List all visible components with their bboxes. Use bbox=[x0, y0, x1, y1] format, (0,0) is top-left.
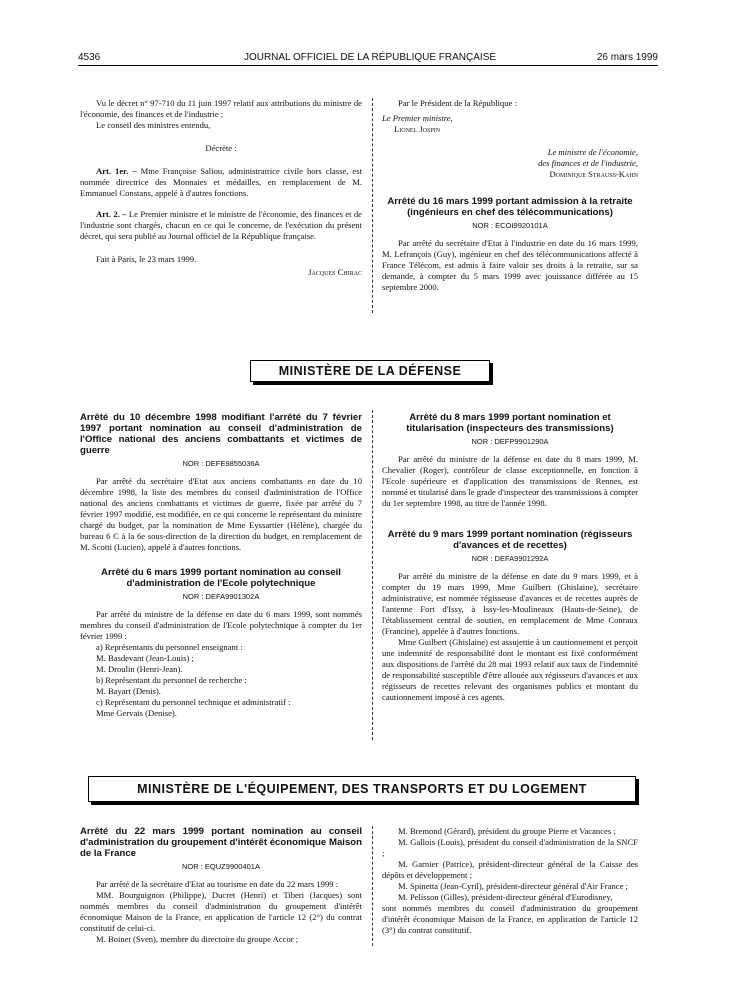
arrete-onac-body: Par arrêté du secrétaire d'Etat aux anciens combattants en date du 10 décembre 1998, la liste des membres du conseil d'administration de l'Office national des anciens combattants et victimes de guerre, fixée par arrêté du 7 février 1997 modifié, est modifiée, en ce qui concerne le représentant du ministre chargé du budget, par la nomination de Mme Eyssartier (Hélène), chargée du bureau 6 C à la 6e sous-direction de la direction du budget, en remplacement de M. Scotti (Lucien), appelé à d'autres fonctions. bbox=[80, 476, 362, 552]
list-item: M. Bremond (Gérard), président du groupe Pierre et Vacances ; bbox=[398, 826, 616, 836]
arrete-transmissions-body: Par arrêté du ministre de la défense en date du 8 mars 1999, M. Chevalier (Roger), contrôleur de classe exceptionnelle, en fonction à l'Ecole supérieure et d'application des transmissions de Rennes, est nommé et titularisé dans le grade d'inspecteur des transmissions à compter du 1er septembre 1998, au titre de l'année 1998. bbox=[382, 454, 638, 508]
signature-column bbox=[382, 98, 638, 293]
list-item: M. Spinetta (Jean-Cyril), président-directeur général d'Air France ; bbox=[398, 881, 628, 891]
arrete-transmissions-nor: NOR : DEFP9901290A bbox=[471, 437, 549, 446]
section-equipement-title: MINISTÈRE DE L'ÉQUIPEMENT, DES TRANSPORTS ET DU LOGEMENT bbox=[88, 776, 636, 802]
arrete-onac-nor: NOR : DEFE9855036A bbox=[182, 459, 260, 468]
list-item: a) Représentants du personnel enseignant : bbox=[96, 642, 243, 652]
list-item: M. Bayart (Denis). bbox=[96, 686, 161, 696]
defense-left-column bbox=[80, 412, 362, 719]
section-defense-title: MINISTÈRE DE LA DÉFENSE bbox=[250, 360, 490, 382]
arrete-regisseurs-body-1: Par arrêté du ministre de la défense en date du 9 mars 1999, et à compter du 19 mars 1999, Mme Guilbert (Ghislaine), secrétaire administrative, est nommée régisseuse d'avances et de recettes auprès de l'antenne Fort d'Issy, à Issy-les-Moulineaux (Hauts-de-Seine), de l'établissement central de soutien, en remplacement de Mme Conraux (Francine), appelée à d'autres fonctions. bbox=[382, 571, 638, 636]
arrete-regisseurs-title: Arrêté du 9 mars 1999 portant nomination (régisseurs d'avances et de recettes) bbox=[387, 529, 633, 551]
equipement-right-column bbox=[382, 826, 638, 936]
arrete-polytechnique-nor: NOR : DEFA9901302A bbox=[182, 592, 260, 601]
conseil-paragraph: Le conseil des ministres entendu, bbox=[96, 120, 211, 130]
arrete-maison-france-body-3: M. Boinet (Sven), membre du directoire du groupe Accor ; bbox=[96, 934, 299, 944]
arrete-transmissions-title: Arrêté du 8 mars 1999 portant nomination et titularisation (inspecteurs des transmissions) bbox=[406, 412, 614, 434]
ministre-signature: Dominique Strauss-Kahn bbox=[549, 169, 638, 179]
decrete-label: Décrète : bbox=[205, 143, 237, 153]
article-2: Art. 2. – Le Premier ministre et le ministre de l'économie, des finances et de l'industrie sont chargés, chacun en ce qui le concerne, de l'exécution du présent décret, qui sera publié au Journal officiel de la République française. bbox=[80, 209, 362, 241]
list-item: M. Basdevant (Jean-Louis) ; bbox=[96, 653, 194, 663]
polytechnique-members-list bbox=[80, 642, 362, 719]
column-divider bbox=[372, 826, 373, 946]
closing-paragraph: sont nommés membres du conseil d'administration du groupement d'intérêt économique Maison de la France, en application de l'article 12 (3°) du contrat constitutif. bbox=[382, 903, 638, 935]
list-item: Mme Gervais (Denise). bbox=[96, 708, 177, 718]
arrete-onac-title: Arrêté du 10 décembre 1998 modifiant l'arrêté du 7 février 1997 portant nomination au conseil d'administration de l'Office national des anciens combattants et victimes de guerre bbox=[80, 412, 362, 456]
arrete-polytechnique-body: Par arrêté du ministre de la défense en date du 6 mars 1999, sont nommés membres du conseil d'administration de l'Ecole polytechnique à compter du 1er février 1999 : bbox=[80, 609, 362, 641]
header-rule bbox=[78, 65, 658, 66]
ministre-line-2: des finances et de l'industrie, bbox=[538, 158, 638, 168]
article-2-label: Art. 2. – bbox=[96, 209, 127, 219]
article-1-label: Art. 1er. – bbox=[96, 166, 137, 176]
article-1: Art. 1er. – Mme Françoise Saliou, administratrice civile hors classe, est nommée directrice des Monnaies et médailles, en remplacement de M. Emmanuel Constans, appelé à d'autres fonctions. bbox=[80, 166, 362, 198]
pm-signature: Lionel Jospin bbox=[394, 124, 441, 134]
arrete-retraite-title: Arrêté du 16 mars 1999 portant admission à la retraite (ingénieurs en chef des télécommunications) bbox=[387, 196, 633, 218]
arrete-maison-france-body: Par arrêté de la secrétaire d'Etat au tourisme en date du 22 mars 1999 : bbox=[96, 879, 339, 889]
ministre-line-1: Le ministre de l'économie, bbox=[547, 147, 638, 157]
list-item: c) Représentant du personnel technique et administratif : bbox=[96, 697, 291, 707]
arrete-retraite-body: Par arrêté du secrétaire d'Etat à l'industrie en date du 16 mars 1999, M. Lefrançois (Guy), ingénieur en chef des télécommunications affecté à France Télécom, est admis à faire valoir ses droits à la retraite, sur sa demande, à compter du 5 mars 1999 avec jouissance différée au 15 septembre 2000. bbox=[382, 238, 638, 292]
arrete-polytechnique-title: Arrêté du 6 mars 1999 portant nomination au conseil d'administration de l'Ecole polytechnique bbox=[101, 567, 341, 589]
fait-a-paris: Fait à Paris, le 23 mars 1999. bbox=[96, 254, 197, 264]
list-item: M. Droulin (Henri-Jean). bbox=[96, 664, 183, 674]
equipement-left-column bbox=[80, 826, 362, 945]
journal-title: JOURNAL OFFICIEL DE LA RÉPUBLIQUE FRANÇAISE bbox=[243, 52, 497, 63]
column-divider bbox=[372, 98, 373, 313]
list-item: M. Pelisson (Gilles), président-directeur général d'Eurodisney, bbox=[398, 892, 613, 902]
arrete-regisseurs-body-2: Mme Guilbert (Ghislaine) est assujettie à un cautionnement et perçoit une indemnité de responsabilité dont le montant est fixé conformément aux dispositions de l'arrêté du 28 mai 1993 relatif aux taux de l'indemnité de responsabilité susceptible d'être allouée aux régisseurs d'avances et aux régisseurs de recettes relevant des organismes publics et montant du cautionnement imposé à ces agents. bbox=[382, 637, 638, 702]
arrete-maison-france-title: Arrêté du 22 mars 1999 portant nomination au conseil d'administration du groupement d'intérêt économique Maison de la France bbox=[80, 826, 362, 859]
par-le-president: Par le Président de la République : bbox=[398, 98, 517, 108]
list-item: b) Représentant du personnel de recherche : bbox=[96, 675, 247, 685]
premier-ministre: Le Premier ministre, bbox=[382, 113, 453, 123]
arrete-regisseurs-nor: NOR : DEFA9901292A bbox=[471, 554, 549, 563]
arrete-retraite-nor: NOR : ECOI9920101A bbox=[472, 221, 548, 230]
arrete-maison-france-nor: NOR : EQUZ9900401A bbox=[182, 862, 260, 871]
vu-paragraph: Vu le décret n° 97-710 du 11 juin 1997 relatif aux attributions du ministre de l'économie, des finances et de l'industrie ; bbox=[80, 98, 362, 119]
arrete-maison-france-body-2: MM. Bourguignon (Philippe), Ducret (Henri) et Tiberi (Jacques) sont nommés membres du conseil d'administration du groupement d'intérêt économique Maison de la France, en application de l'article 12 (2°) du contrat constitutif de celui-ci. bbox=[80, 890, 362, 933]
signature-chirac: Jacques Chirac bbox=[308, 267, 362, 277]
issue-date: 26 mars 1999 bbox=[596, 52, 658, 63]
defense-right-column bbox=[382, 412, 638, 703]
list-item: M. Garnier (Patrice), président-directeur général de la Caisse des dépôts et développement ; bbox=[382, 859, 638, 880]
decree-end-column bbox=[80, 98, 362, 278]
column-divider bbox=[372, 410, 373, 740]
page-number: 4536 bbox=[78, 52, 101, 63]
list-item: M. Gallois (Louis), président du conseil d'administration de la SNCF ; bbox=[382, 837, 638, 858]
